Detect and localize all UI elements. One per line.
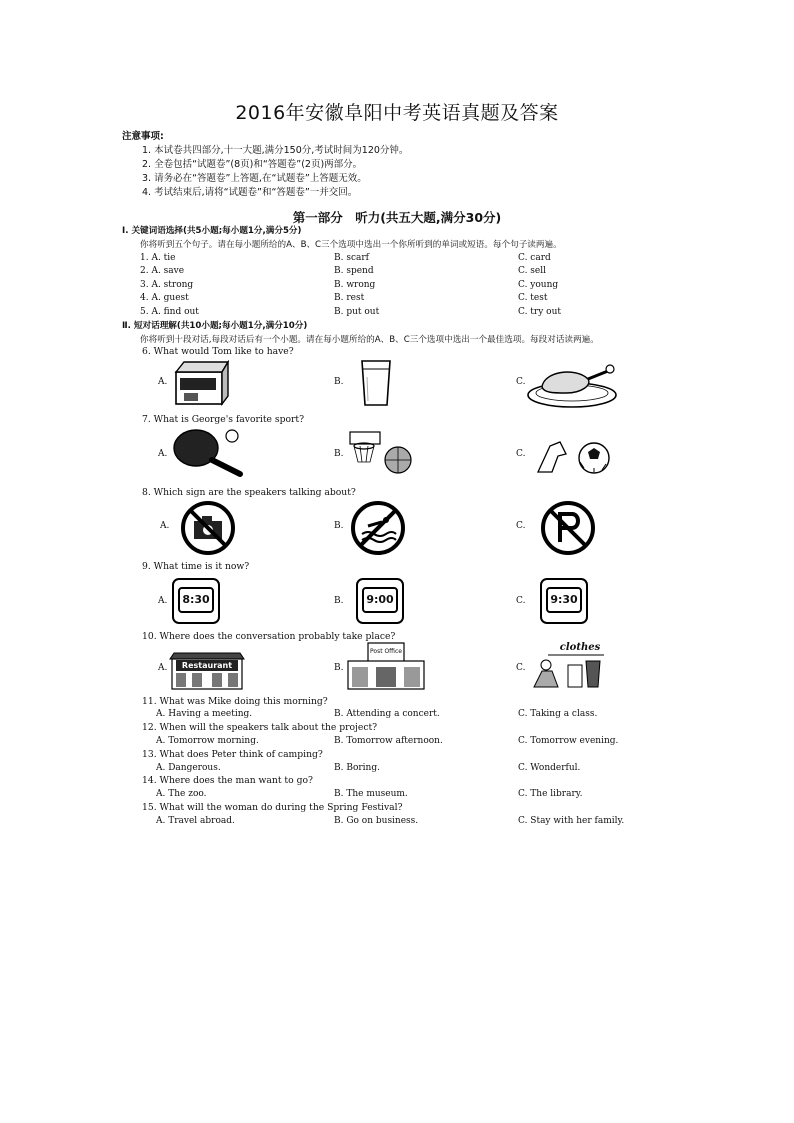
option-b: B. wrong — [334, 280, 376, 290]
list-item — [140, 816, 680, 829]
option-label: A. — [158, 377, 168, 387]
section2-heading: Ⅱ. 短对话理解(共10小题;每小题1分,满分10分) — [122, 321, 308, 331]
clock-icon — [356, 578, 404, 624]
option-a: A. Having a meeting. — [156, 709, 253, 719]
option-b: B. Boring. — [334, 763, 380, 773]
question-12: 12. When will the speakers talk about the project? — [142, 722, 378, 733]
list-item — [140, 253, 680, 266]
notes-item: 4. 考试结束后,请将“试题卷”和“答题卷”一并交回。 — [142, 187, 358, 198]
option-label: A. — [158, 596, 168, 606]
option-label: C. — [516, 521, 526, 531]
option-a: A. Travel abroad. — [156, 816, 235, 826]
option-b: B. The museum. — [334, 789, 408, 799]
part1-heading: 第一部分 听力(共五大题,满分30分) — [292, 210, 502, 225]
question-9: 9. What time is it now? — [142, 561, 250, 572]
section1 — [122, 224, 662, 252]
option-label: A. — [158, 449, 168, 459]
option-b: B. spend — [334, 266, 374, 276]
option-c: C. try out — [518, 307, 561, 317]
option-c: C. Tomorrow evening. — [518, 736, 619, 746]
question-11: 11. What was Mike doing this morning? — [142, 696, 328, 707]
option-a: 5. A. find out — [140, 307, 199, 317]
option-b: B. Go on business. — [334, 816, 419, 826]
roast-chicken-icon — [526, 361, 622, 409]
option-label: A. — [158, 663, 168, 673]
option-label: B. — [334, 377, 344, 387]
list-item — [140, 266, 680, 279]
option-b: B. scarf — [334, 253, 369, 263]
option-label: B. — [334, 521, 344, 531]
question-10: 10. Where does the conversation probably take place? — [142, 631, 396, 642]
question-6: 6. What would Tom like to have? — [142, 346, 294, 357]
option-c: C. sell — [518, 266, 546, 276]
option-label: B. — [334, 596, 344, 606]
glass-of-milk-icon — [358, 357, 394, 409]
option-c: C. Stay with her family. — [518, 816, 625, 826]
section2-instruction: 你将听到十段对话,每段对话后有一个小题。请在每小题所给的A、B、C三个选项中选出一个最佳选项。每段对话读两遍。 — [140, 335, 599, 345]
question-8: 8. Which sign are the speakers talking about? — [142, 487, 356, 498]
option-label: C. — [516, 377, 526, 387]
clock-time: 9:30 — [546, 587, 582, 613]
option-a: A. Tomorrow morning. — [156, 736, 259, 746]
list-item — [140, 280, 680, 293]
post-office-sign: Post Office — [370, 648, 402, 655]
clock-icon — [540, 578, 588, 624]
list-item — [140, 736, 680, 749]
option-a: 2. A. save — [140, 266, 185, 276]
clothes-shop-icon — [528, 641, 606, 691]
section1-heading: Ⅰ. 关键词语选择(共5小题;每小题1分,满分5分) — [122, 226, 302, 236]
option-b: B. Attending a concert. — [334, 709, 440, 719]
soccer-ball-icon — [530, 432, 610, 478]
question-14: 14. Where does the man want to go? — [142, 775, 313, 786]
question-7: 7. What is George's favorite sport? — [142, 414, 305, 425]
notes-item: 3. 请务必在“答题卷”上答题,在“试题卷”上答题无效。 — [142, 173, 367, 184]
clock-time: 8:30 — [178, 587, 214, 613]
post-office-building-icon — [346, 641, 426, 691]
option-c: C. young — [518, 280, 559, 290]
option-label: A. — [160, 521, 170, 531]
option-c: C. The library. — [518, 789, 583, 799]
clock-icon — [172, 578, 220, 624]
option-c: C. Taking a class. — [518, 709, 598, 719]
list-item — [140, 709, 680, 722]
option-c: C. Wonderful. — [518, 763, 581, 773]
option-a: A. The zoo. — [156, 789, 207, 799]
no-photography-sign-icon — [180, 500, 236, 556]
notes-item: 1. 本试卷共四部分,十一大题,满分150分,考试时间为120分钟。 — [142, 145, 409, 156]
page-title: 2016年安徽阜阳中考英语真题及答案 — [235, 102, 559, 124]
basketball-hoop-icon — [348, 430, 414, 476]
clock-time: 9:00 — [362, 587, 398, 613]
option-c: C. test — [518, 293, 548, 303]
list-item — [140, 789, 680, 802]
question-13: 13. What does Peter think of camping? — [142, 749, 323, 760]
option-label: B. — [334, 663, 344, 673]
section1-instruction: 你将听到五个句子。请在每小题所给的A、B、C三个选项中选出一个你所听到的单词或短语。每个句子读两遍。 — [140, 240, 562, 250]
option-b: B. Tomorrow afternoon. — [334, 736, 443, 746]
option-b: B. put out — [334, 307, 380, 317]
option-a: 4. A. guest — [140, 293, 189, 303]
option-label: C. — [516, 596, 526, 606]
option-a: A. Dangerous. — [156, 763, 221, 773]
notes-item: 2. 全卷包括“试题卷”(8页)和“答题卷”(2页)两部分。 — [142, 159, 363, 170]
notes-block — [122, 130, 662, 200]
option-label: C. — [516, 663, 526, 673]
restaurant-building-icon — [168, 643, 246, 691]
option-label: B. — [334, 449, 344, 459]
no-parking-sign-icon — [540, 500, 596, 556]
milk-carton-icon — [172, 360, 232, 406]
question-15: 15. What will the woman do during the Spring Festival? — [142, 802, 403, 813]
ping-pong-paddle-icon — [170, 426, 246, 478]
option-b: B. rest — [334, 293, 365, 303]
list-item — [140, 293, 680, 306]
option-a: 1. A. tie — [140, 253, 176, 263]
restaurant-sign: Restaurant — [176, 660, 238, 671]
option-c: C. card — [518, 253, 551, 263]
notes-heading: 注意事项: — [122, 131, 164, 142]
option-label: C. — [516, 449, 526, 459]
clothes-sign: clothes — [559, 642, 601, 653]
option-a: 3. A. strong — [140, 280, 194, 290]
section2 — [122, 319, 662, 347]
no-swimming-sign-icon — [350, 500, 406, 556]
